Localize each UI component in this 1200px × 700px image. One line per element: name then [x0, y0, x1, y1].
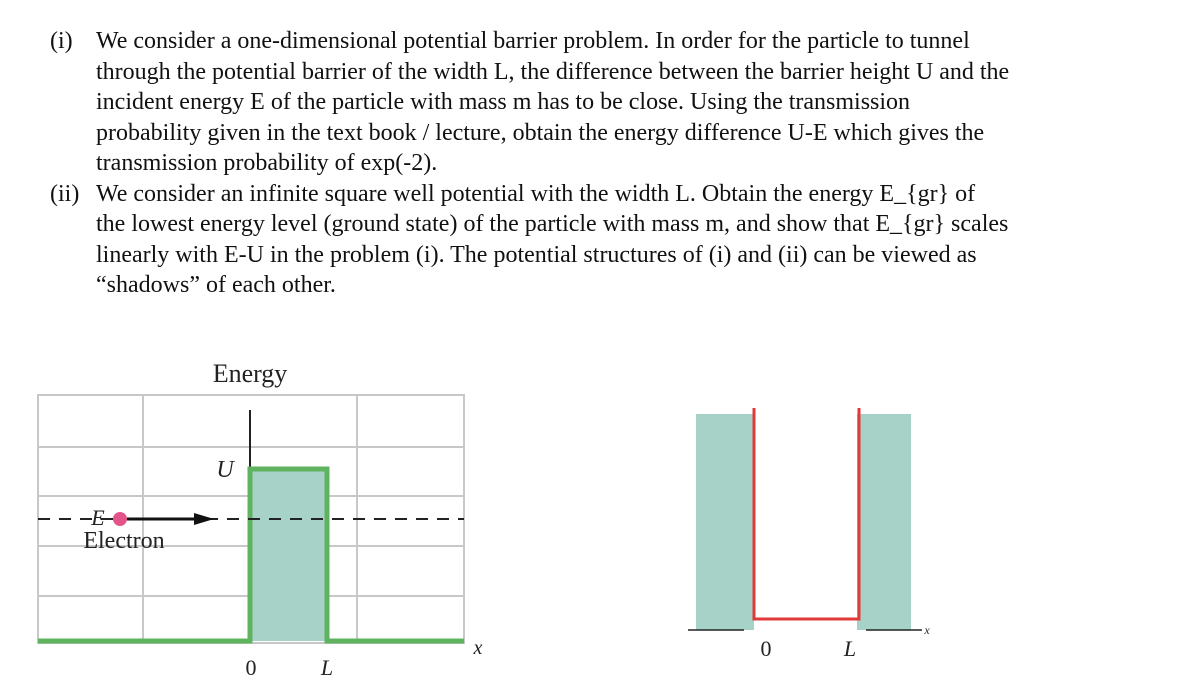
x-tick-zero: 0: [245, 655, 257, 680]
well-potential-walls: [754, 408, 859, 619]
text-line: We consider an infinite square well potential with the width L. Obtain the energy E_{gr} of: [96, 180, 976, 207]
well-figure: [688, 408, 930, 661]
energy-axis-title: Energy: [212, 359, 288, 388]
barrier-potential-line: [38, 469, 464, 641]
text-line: incident energy E of the particle with mass m has to be close. Using the transmission: [96, 89, 911, 115]
problem-number: (i): [50, 28, 73, 54]
well-x-axis-label: x: [924, 623, 930, 637]
problem-number: (ii): [50, 180, 80, 207]
x-tick-L: L: [320, 655, 334, 680]
barrier-figure: [38, 359, 483, 680]
barrier-fill: [250, 469, 327, 641]
electron-particle: [113, 512, 127, 526]
text-line: the lowest energy level (ground state) of the particle with mass m, and show that E_{gr} scales: [96, 211, 1009, 237]
x-axis-label: x: [473, 637, 483, 659]
well-x-tick-zero: 0: [760, 636, 772, 661]
text-line: We consider a one-dimensional potential barrier problem. In order for the particle to tunnel: [96, 28, 970, 54]
text-line: linearly with E-U in the problem (i). The potential structures of (i) and (ii) can be viewed as: [96, 241, 977, 268]
text-line: probability given in the text book / lecture, obtain the energy difference U-E which gives the: [96, 119, 985, 146]
well-x-tick-L: L: [843, 636, 857, 661]
text-line: through the potential barrier of the width L, the difference between the barrier height U and the: [96, 58, 1010, 85]
barrier-height-label: U: [216, 457, 234, 483]
text-line: “shadows” of each other.: [96, 272, 336, 298]
incident-arrow-head: [194, 513, 214, 525]
right-wall-fill: [857, 414, 911, 630]
text-line: transmission probability of exp(-2).: [96, 150, 438, 176]
particle-label: Electron: [83, 528, 165, 554]
energy-label: E: [91, 505, 105, 530]
left-wall-fill: [696, 414, 754, 630]
